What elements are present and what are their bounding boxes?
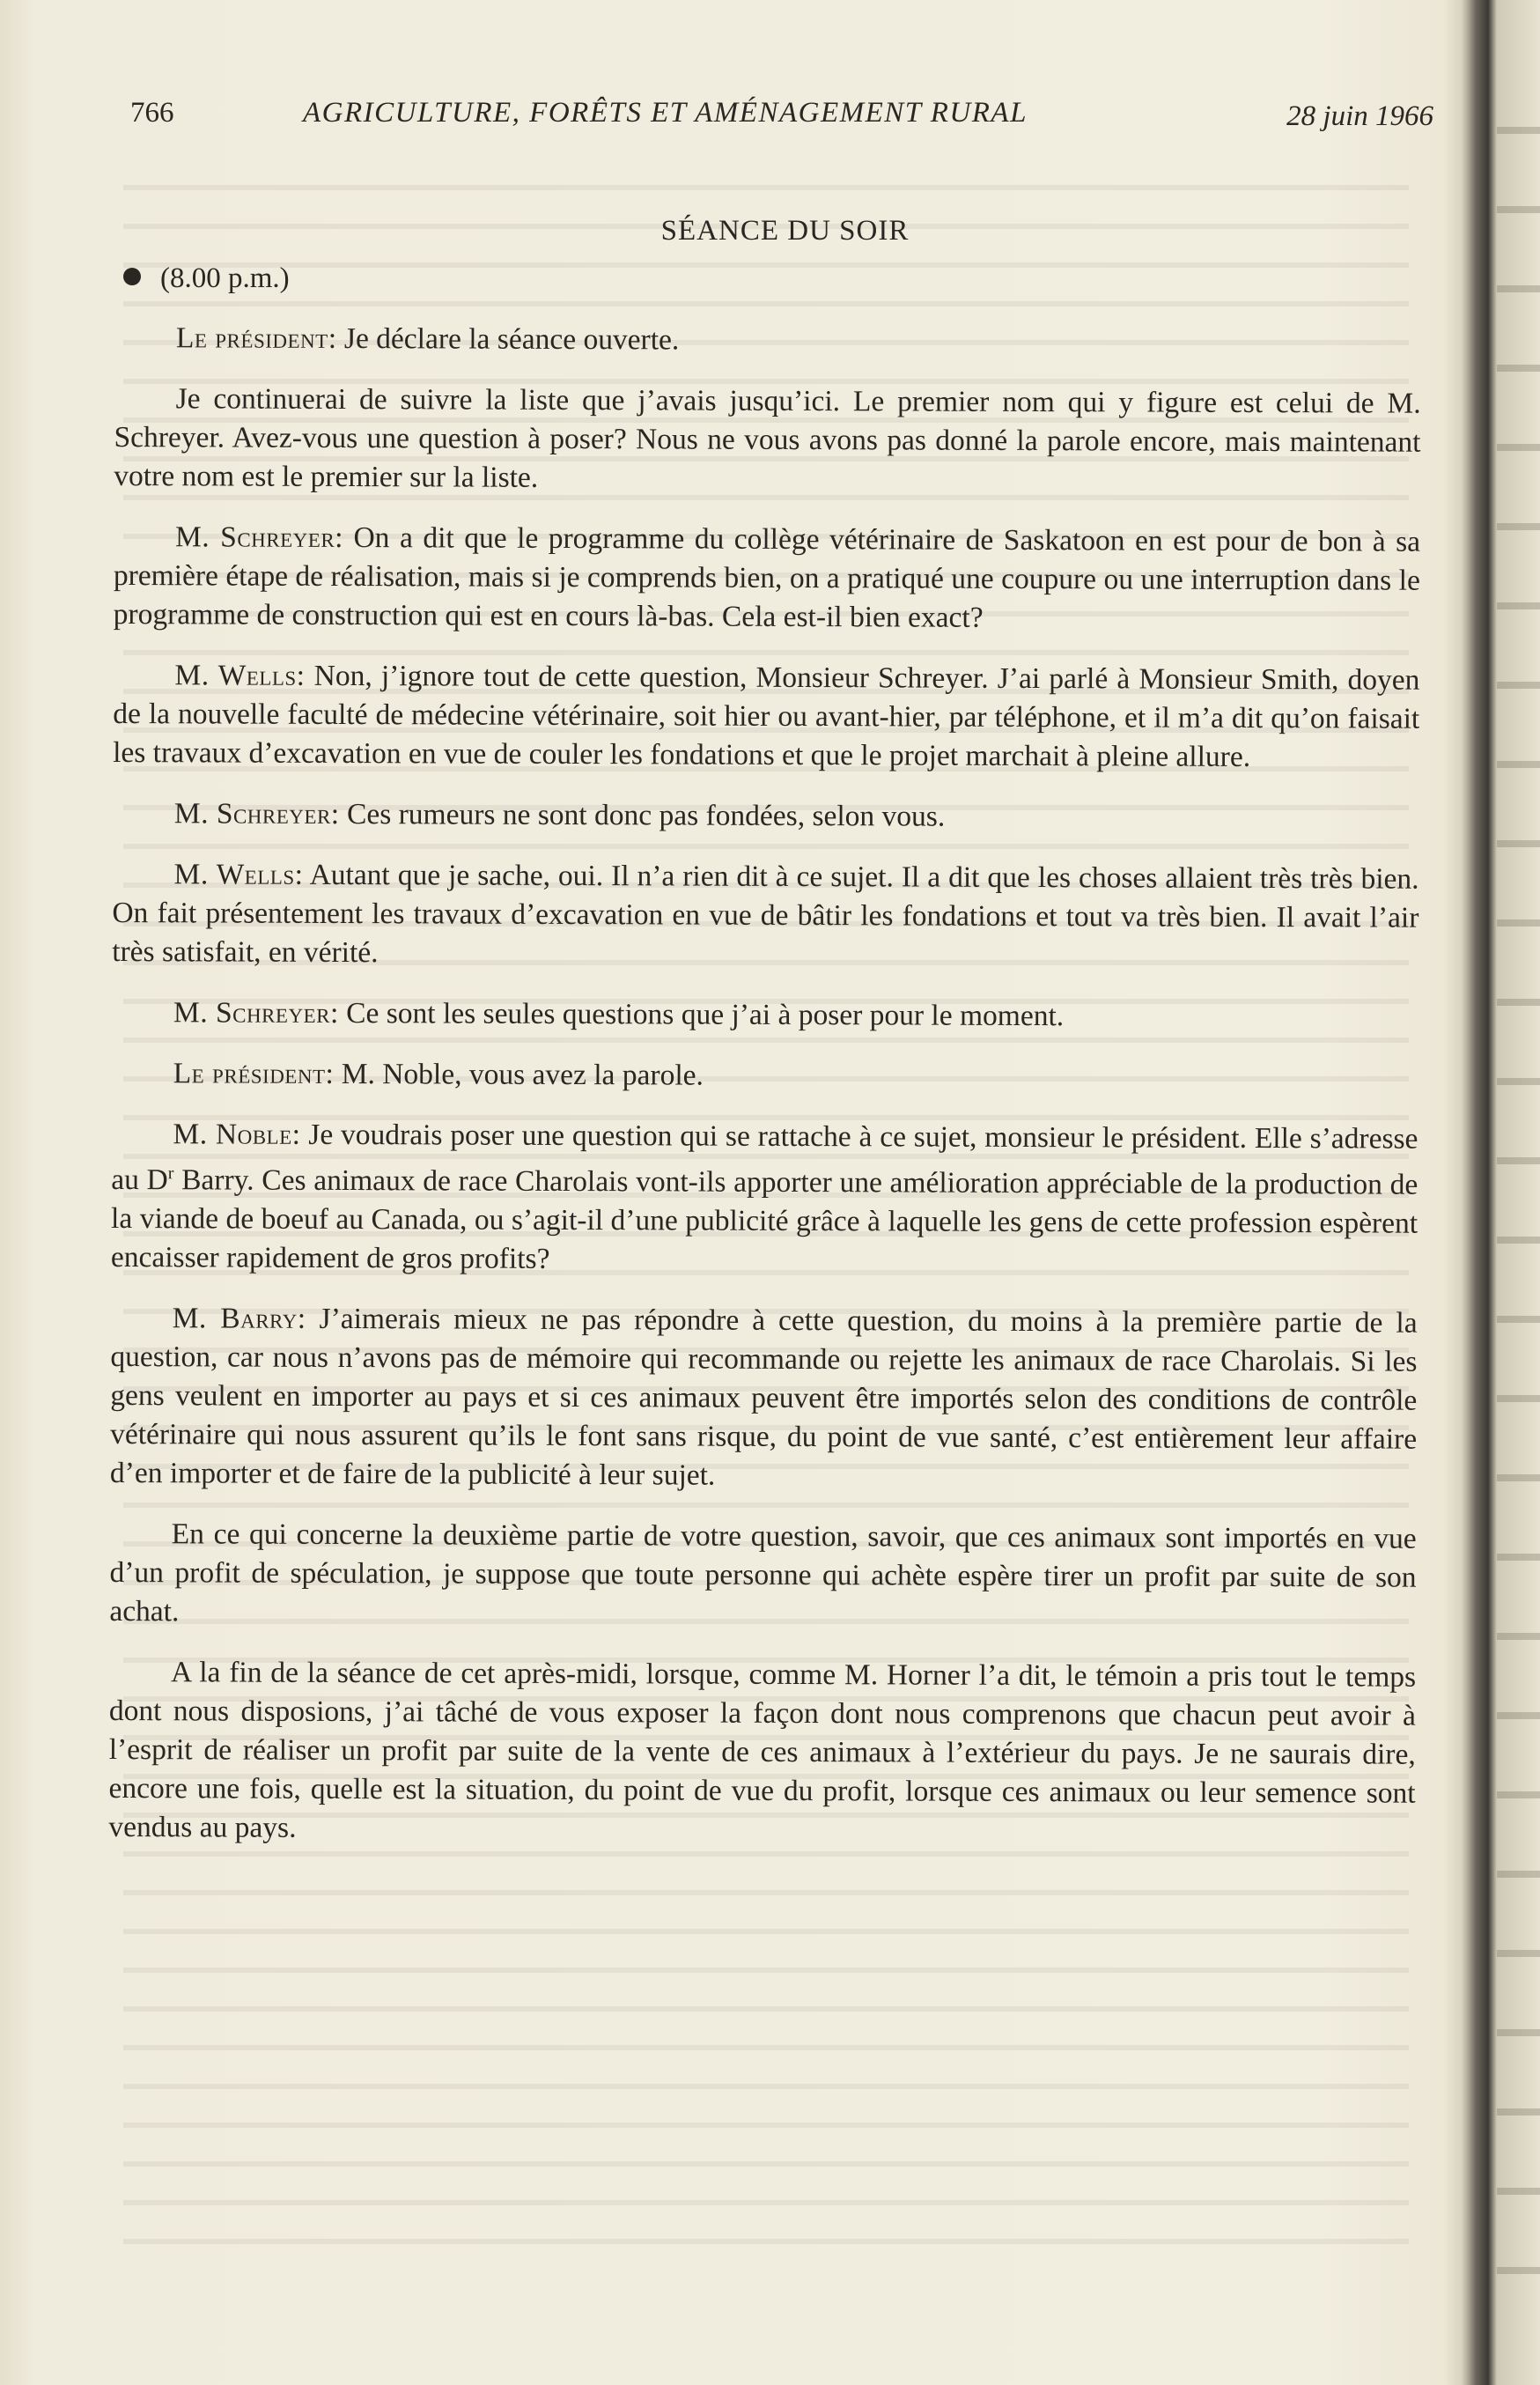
transcript-body (108, 319, 1421, 1874)
paragraph (112, 993, 1418, 1037)
paragraph (114, 380, 1420, 501)
time-marker-text: (8.00 p.m.) (160, 262, 290, 294)
paragraph-text-continued: Barry. Ces animaux de race Charolais vont-ils apporter une amélioration appréciable de la production de la viande de boeuf au Canada, ou s’agit-il d’une publicité grâce à laquelle les gens de cette profession espèrent encaisser rapidement de gros profits? (110, 1163, 1418, 1275)
speaker-name: M. Schreyer: (173, 996, 339, 1030)
paragraph-text: On a dit que le programme du collège vétérinaire de Saskatoon en est pour de bon à sa première étape de réalisation, mais si je comprends bien, on a pratiqué une coupure ou une interruption dans le programme de construction qui est en cours là-bas. Cela est-il bien exact? (113, 521, 1421, 634)
paragraph-text: En ce qui concerne la deuxième partie de votre question, savoir, que ces animaux sont importés en vue d’un profit de spéculation, je suppose que toute personne qui achète espère tirer un profit par suite de son achat. (109, 1517, 1417, 1628)
speaker-name: M. Wells: (173, 858, 304, 891)
bullet-icon (123, 268, 141, 285)
speaker-name: M. Schreyer: (173, 797, 340, 831)
speaker-name: M. Noble: (173, 1118, 301, 1151)
header-date: 28 juin 1966 (1286, 100, 1433, 132)
paragraph (109, 1515, 1416, 1636)
speaker-name: M. Barry: (172, 1302, 306, 1335)
paragraph-text: Ces rumeurs ne sont donc pas fondées, selon vous. (339, 797, 946, 833)
speaker-name: M. Wells: (174, 659, 306, 692)
paragraph-text: Je déclare la séance ouverte. (336, 321, 680, 357)
paragraph (110, 1299, 1418, 1498)
paragraph-text: J’aimerais mieux ne pas répondre à cette question, du moins à la première partie de la question, car nous n’avons pas de mémoire qui recommande ou rejette les animaux de race Charolais. Si les gens veulent en importer au pays et si ces animaux peuvent être importés selon des conditions de contrôle vétérinaire qui nous assurent qu’ils le font sans risque, du point de vue santé, c’est entièrement leur affaire d’en importer et de faire de la publicité à leur sujet. (109, 1302, 1418, 1492)
paragraph-text: Je voudrais poser une question qui se rattache à ce sujet, monsieur le président. Elle s’adresse au D (111, 1118, 1418, 1197)
paragraph (108, 1653, 1416, 1852)
paragraph-text: Ce sont les seules questions que j’ai à poser pour le moment. (338, 996, 1065, 1033)
paragraph-text: M. Noble, vous avez la parole. (334, 1057, 704, 1092)
paragraph-text: Je continuerai de suivre la liste que j’avais jusqu’ici. Le premier nom qui y figure est celui de M. Schreyer. Avez-vous une question à poser? Nous ne vous avons pas donné la parole encore, mais maintenant votre nom est le premier sur la liste. (114, 382, 1421, 494)
running-title: AGRICULTURE, FORÊTS ET AMÉNAGEMENT RURAL (303, 97, 1028, 129)
paragraph-text: Non, j’ignore tout de cette question, Monsieur Schreyer. J’ai parlé à Monsieur Smith, doyen de la nouvelle faculté de médecine vétérinaire, soit hier ou avant-hier, par téléphone, et il m’a dit qu’on faisait les travaux d’excavation en vue de couler les fondations et que le projet marchait à pleine allure. (113, 659, 1420, 773)
superscript: r (167, 1163, 174, 1184)
book-spine-edge (1497, 88, 1540, 2325)
running-header (130, 92, 1433, 144)
paragraph (111, 1115, 1418, 1282)
paragraph (114, 319, 1421, 363)
page-number: 766 (130, 97, 174, 129)
speaker-name: M. Schreyer: (174, 521, 344, 555)
section-title: SÉANCE DU SOIR (660, 215, 910, 247)
time-marker (123, 262, 290, 295)
paragraph (113, 794, 1419, 838)
paragraph (112, 1054, 1418, 1098)
paragraph (113, 656, 1419, 778)
paragraph-text: Autant que je sache, oui. Il n’a rien dit à ce sujet. Il a dit que les choses allaient très très bien. On fait présentement les travaux d’excavation en vue de bâtir les fondations et tout va très bien. Il avait l’air très satisfait, en vérité. (112, 858, 1419, 970)
paragraph (112, 855, 1418, 977)
paragraph-text: A la fin de la séance de cet après-midi, lorsque, comme M. Horner l’a dit, le témoin a pris tout le temps dont nous disposions, j’ai tâché de vous exposer la façon dont nous comprenons que chacun peut avoir à l’esprit de réaliser un profit par suite de la vente de ces animaux à l’extérieur du pays. Je ne saurais dire, encore une fois, quelle est la situation, du point de vue du profit, lorsque ces animaux ou leur semence sont vendus au pays. (108, 1656, 1417, 1844)
paragraph (114, 518, 1420, 639)
speaker-name: Le président: (173, 1057, 335, 1090)
speaker-name: Le président: (175, 321, 337, 355)
